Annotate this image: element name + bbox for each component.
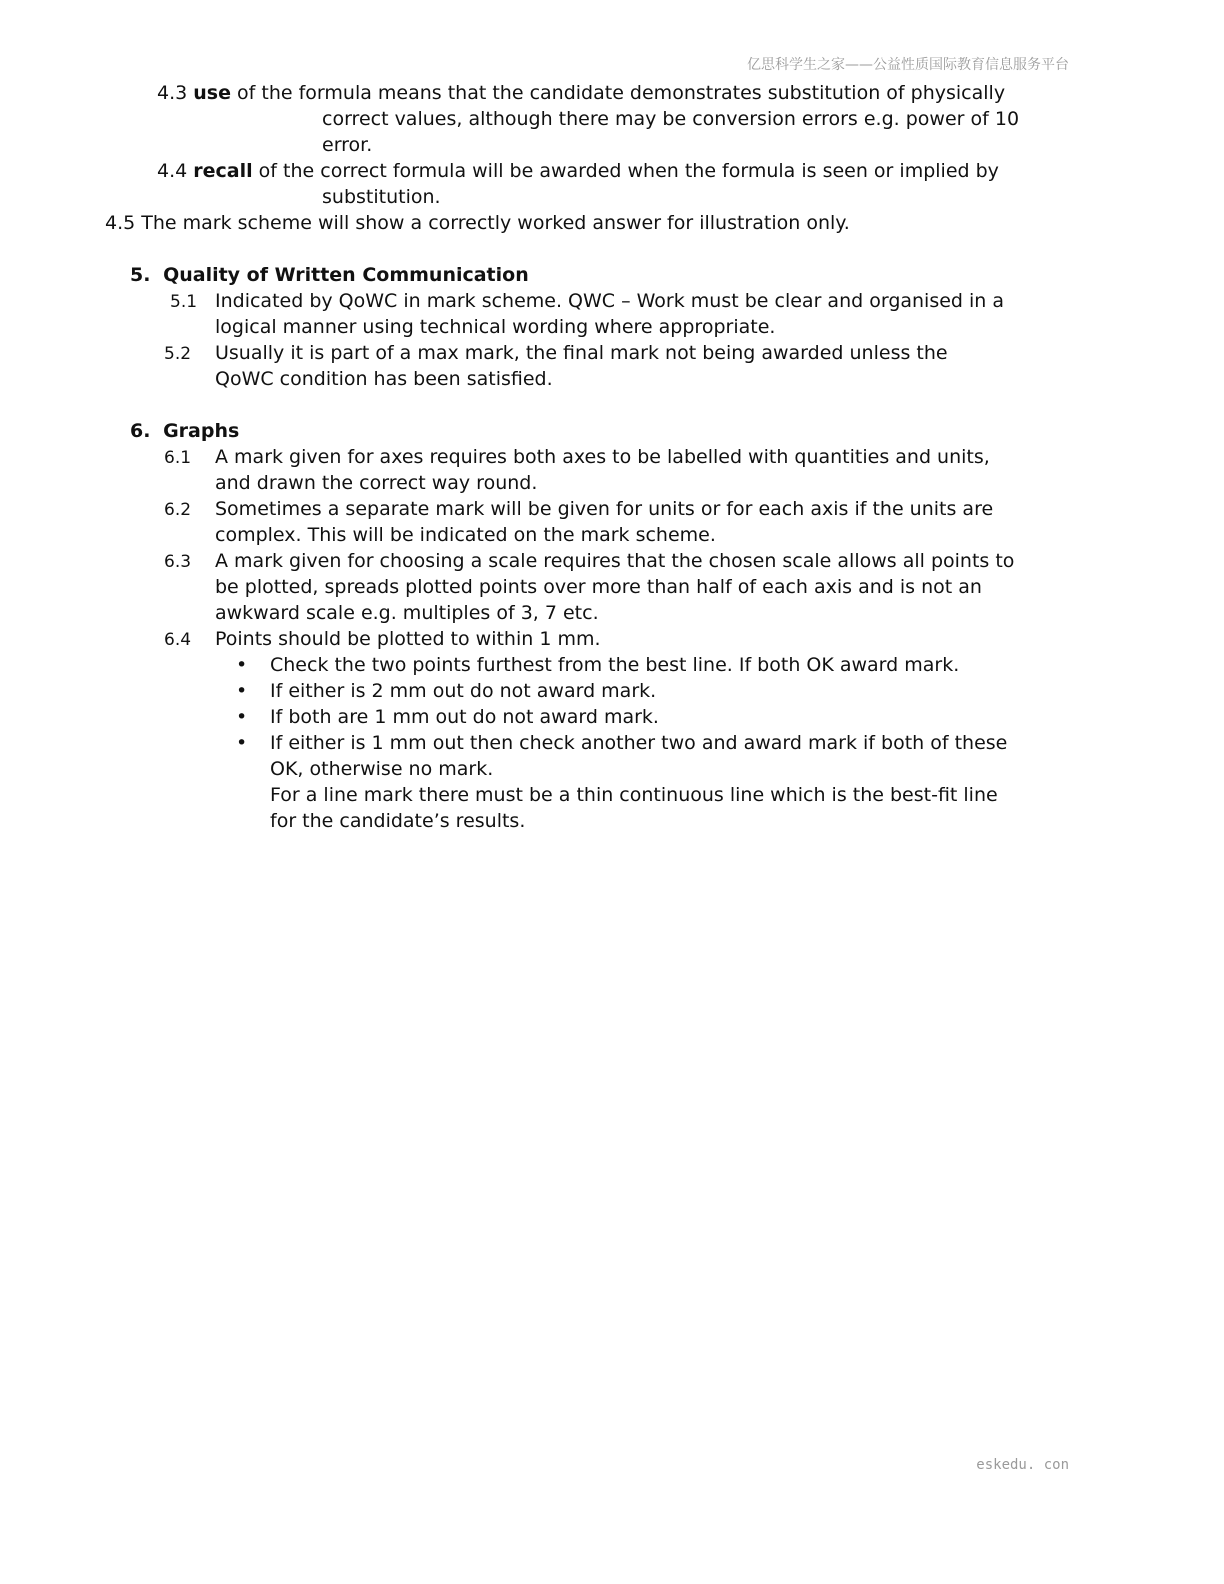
section-5-number: 5. xyxy=(130,264,151,286)
item-4-4-line-2: substitution. xyxy=(322,186,441,208)
item-4-3-line-2: correct values, although there may be conversion errors e.g. power of 10 xyxy=(322,108,1020,130)
item-5-2-number-wrap xyxy=(164,340,191,367)
section-6-heading xyxy=(130,418,239,444)
item-4-4-number: 4.4 xyxy=(157,160,188,182)
section-5-heading xyxy=(130,262,529,288)
item-6-3-line-3: awkward scale e.g. multiples of 3, 7 etc. xyxy=(215,602,599,624)
bullet-item-3: If both are 1 mm out do not award mark. xyxy=(270,706,659,728)
item-5-1-line-2: logical manner using technical wording where appropriate. xyxy=(215,316,776,338)
item-6-1-line-2: and drawn the correct way round. xyxy=(215,472,538,494)
item-4-3-keyword: use xyxy=(193,82,231,104)
item-4-3-line-1 xyxy=(157,80,1005,106)
item-5-1-number-wrap xyxy=(170,288,197,315)
item-4-5: 4.5 The mark scheme will show a correctly worked answer for illustration only. xyxy=(105,212,850,234)
item-4-4-text: of the correct formula will be awarded when the formula is seen or implied by xyxy=(252,160,999,182)
bullet-item-4: If either is 1 mm out then check another two and award mark if both of these xyxy=(270,732,1008,754)
item-6-3-line-2: be plotted, spreads plotted points over more than half of each axis and is not an xyxy=(215,576,982,598)
item-4-3-text: of the formula means that the candidate demonstrates substitution of physically xyxy=(231,82,1006,104)
item-4-3-line-3: error. xyxy=(322,134,373,156)
item-4-4-keyword: recall xyxy=(193,160,253,182)
line-mark-note-line-1: For a line mark there must be a thin continuous line which is the best-fit line xyxy=(270,784,998,806)
item-5-1-line-1: Indicated by QoWC in mark scheme. QWC – Work must be clear and organised in a xyxy=(215,290,1005,312)
footer-watermark: eskedu. con xyxy=(976,1457,1069,1473)
item-6-2-number-wrap xyxy=(164,496,191,523)
item-6-2-line-2: complex. This will be indicated on the mark scheme. xyxy=(215,524,716,546)
item-4-3-number: 4.3 xyxy=(157,82,188,104)
item-4-4-line-1 xyxy=(157,158,999,184)
item-6-4-number: 6.4 xyxy=(164,630,192,650)
item-6-2-number: 6.2 xyxy=(164,500,192,520)
section-6-title: Graphs xyxy=(163,420,240,442)
item-5-2-number: 5.2 xyxy=(164,344,192,364)
bullet-item-1: Check the two points furthest from the best line. If both OK award mark. xyxy=(270,654,960,676)
section-6-number: 6. xyxy=(130,420,151,442)
item-5-2-line-2: QoWC condition has been satisfied. xyxy=(215,368,553,390)
section-5-title: Quality of Written Communication xyxy=(163,264,529,286)
item-6-3-line-1: A mark given for choosing a scale requires that the chosen scale allows all points to xyxy=(215,550,1015,572)
item-5-1-number: 5.1 xyxy=(170,292,198,312)
bullet-item-4-line-2: OK, otherwise no mark. xyxy=(270,758,494,780)
line-mark-note-line-2: for the candidate’s results. xyxy=(270,810,526,832)
item-6-2-line-1: Sometimes a separate mark will be given for units or for each axis if the units are xyxy=(215,498,994,520)
bullet-dot: • xyxy=(236,680,248,702)
bullet-dot: • xyxy=(236,654,248,676)
item-5-2-line-1: Usually it is part of a max mark, the final mark not being awarded unless the xyxy=(215,342,948,364)
item-6-4-line-1: Points should be plotted to within 1 mm. xyxy=(215,628,601,650)
item-6-3-number: 6.3 xyxy=(164,552,192,572)
bullet-dot: • xyxy=(236,706,248,728)
item-6-1-number: 6.1 xyxy=(164,448,192,468)
bullet-item-2: If either is 2 mm out do not award mark. xyxy=(270,680,657,702)
header-watermark: 亿思科学生之家——公益性质国际教育信息服务平台 xyxy=(747,57,1069,73)
item-6-3-number-wrap xyxy=(164,548,191,575)
bullet-dot: • xyxy=(236,732,248,754)
item-6-1-number-wrap xyxy=(164,444,191,471)
item-6-4-number-wrap xyxy=(164,626,191,653)
item-6-1-line-1: A mark given for axes requires both axes to be labelled with quantities and units, xyxy=(215,446,990,468)
